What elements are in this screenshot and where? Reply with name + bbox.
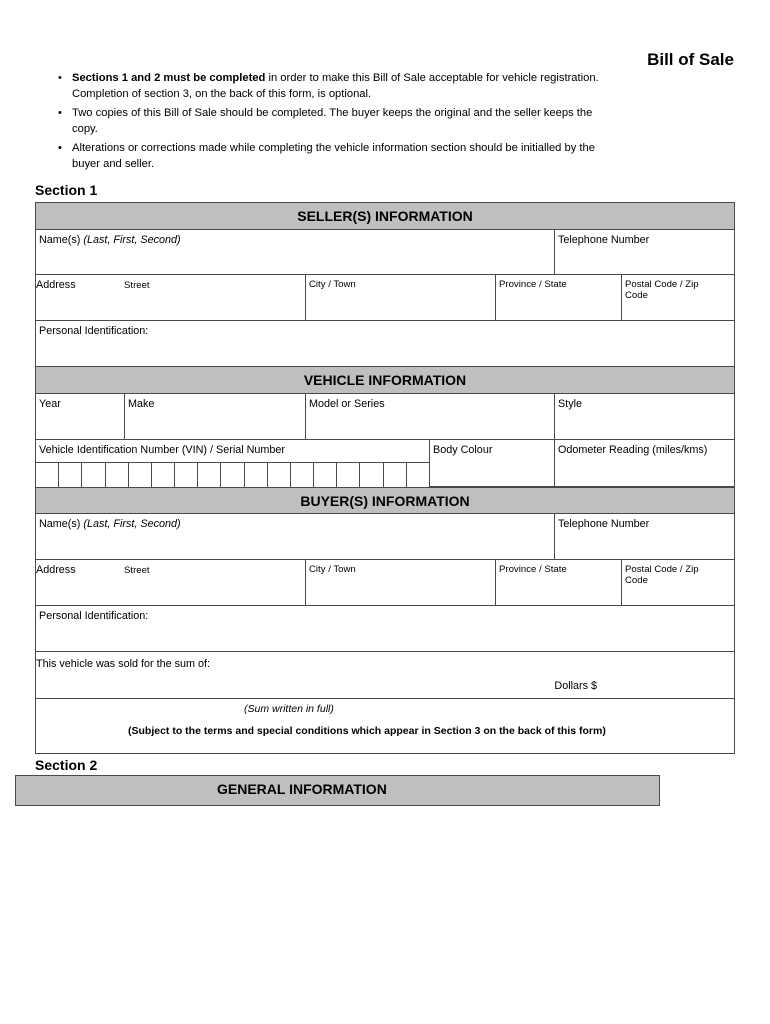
seller-name-field[interactable] [36,230,555,274]
sale-sum-label: This vehicle was sold for the sum of: [36,658,211,670]
buyer-id-label: Personal Identification: [39,610,149,622]
odometer-field[interactable] [555,440,734,487]
buyer-province-field[interactable] [496,560,622,605]
buyer-telephone-label: Telephone Number [558,518,650,530]
seller-postal-field[interactable] [622,275,734,320]
seller-name-label: Name(s) [39,234,84,246]
seller-name-hint: (Last, First, Second) [83,234,181,246]
vin-char-box[interactable] [106,463,129,487]
vehicle-row-2 [36,440,734,487]
buyer-province-label: Province / State [499,564,567,575]
buyer-city-field[interactable] [306,560,496,605]
vin-char-box[interactable] [314,463,337,487]
instruction-1-bold: Sections 1 and 2 must be completed [72,72,266,84]
seller-address-row [36,275,734,321]
seller-info-header: SELLER(S) INFORMATION [36,203,734,230]
vin-char-box[interactable] [82,463,105,487]
buyer-info-header: BUYER(S) INFORMATION [36,487,734,514]
vehicle-info-header: VEHICLE INFORMATION [36,367,734,394]
vin-char-box[interactable] [175,463,198,487]
instruction-2: • Two copies of this Bill of Sale should be completed. The buyer keeps the original and the seller keeps the copy. [58,105,618,137]
seller-street-label: Street [124,280,150,291]
vin-char-box[interactable] [245,463,268,487]
seller-postal-label: Postal Code / Zip Code [625,279,699,301]
instruction-1-text: in order to make this Bill of Sale acceptable for vehicle registration. Completion of section 3, on the back of this form, is optional. [72,72,599,100]
buyer-telephone-field[interactable] [555,514,734,559]
vin-char-box[interactable] [268,463,291,487]
seller-telephone-field[interactable] [555,230,734,274]
vin-char-box[interactable] [129,463,152,487]
buyer-street-field[interactable] [36,560,306,605]
vin-char-box[interactable] [221,463,244,487]
section-2-label: Section 2 [35,757,98,773]
buyer-postal-label: Postal Code / Zip Code [625,564,699,586]
seller-name-row [36,230,734,275]
sum-written-label: (Sum written in full) [244,703,334,715]
body-colour-label: Body Colour [433,444,493,456]
seller-street-field[interactable] [36,275,306,320]
instruction-1 [58,70,618,102]
section-1-label: Section 1 [35,182,98,198]
document-title: Bill of Sale [647,50,734,69]
seller-province-label: Province / State [499,279,567,290]
sale-sum-field[interactable] [36,652,734,699]
vehicle-style-field[interactable] [555,394,734,439]
seller-telephone-label: Telephone Number [558,234,650,246]
seller-address-label: Address [36,279,76,291]
vin-boxes [36,463,429,487]
vin-char-box[interactable] [337,463,360,487]
odometer-label: Odometer Reading (miles/kms) [558,444,708,456]
vin-char-box[interactable] [407,463,429,487]
vin-char-box[interactable] [152,463,175,487]
buyer-name-field[interactable] [36,514,555,559]
seller-id-field[interactable] [36,321,734,366]
vin-char-box[interactable] [291,463,314,487]
vin-char-box[interactable] [36,463,59,487]
dollars-label: Dollars $ [554,680,597,692]
vehicle-row-1 [36,394,734,440]
section-1-form [35,202,735,754]
seller-city-label: City / Town [309,279,356,290]
vehicle-year-label: Year [39,398,61,410]
buyer-id-field[interactable] [36,606,734,651]
buyer-name-label: Name(s) [39,518,84,530]
sum-written-field[interactable] [36,699,734,753]
vehicle-model-label: Model or Series [309,398,385,410]
buyer-name-hint: (Last, First, Second) [83,518,181,530]
vin-char-box[interactable] [384,463,407,487]
general-info-header: GENERAL INFORMATION [15,775,660,806]
seller-id-row [36,321,734,367]
vin-char-box[interactable] [198,463,221,487]
buyer-address-row [36,560,734,606]
body-colour-field[interactable] [430,440,555,487]
vehicle-model-field[interactable] [306,394,555,439]
seller-city-field[interactable] [306,275,496,320]
buyer-postal-field[interactable] [622,560,734,605]
instructions-list [58,70,618,175]
seller-province-field[interactable] [496,275,622,320]
buyer-address-label: Address [36,564,76,576]
instruction-3: • Alterations or corrections made while completing the vehicle information section should be initialled by the buyer and seller. [58,140,618,172]
terms-note: (Subject to the terms and special conditions which appear in Section 3 on the back of this form) [128,725,606,737]
vehicle-make-label: Make [128,398,155,410]
vehicle-make-field[interactable] [125,394,306,439]
vin-char-box[interactable] [59,463,82,487]
vin-char-box[interactable] [360,463,383,487]
buyer-city-label: City / Town [309,564,356,575]
buyer-id-row [36,606,734,652]
seller-id-label: Personal Identification: [39,325,149,337]
vehicle-style-label: Style [558,398,583,410]
buyer-name-row [36,514,734,560]
buyer-street-label: Street [124,565,150,576]
vehicle-year-field[interactable] [36,394,125,439]
vin-label-cell [36,440,429,463]
vin-label: Vehicle Identification Number (VIN) / Serial Number [39,444,286,456]
vin-group [36,440,430,487]
